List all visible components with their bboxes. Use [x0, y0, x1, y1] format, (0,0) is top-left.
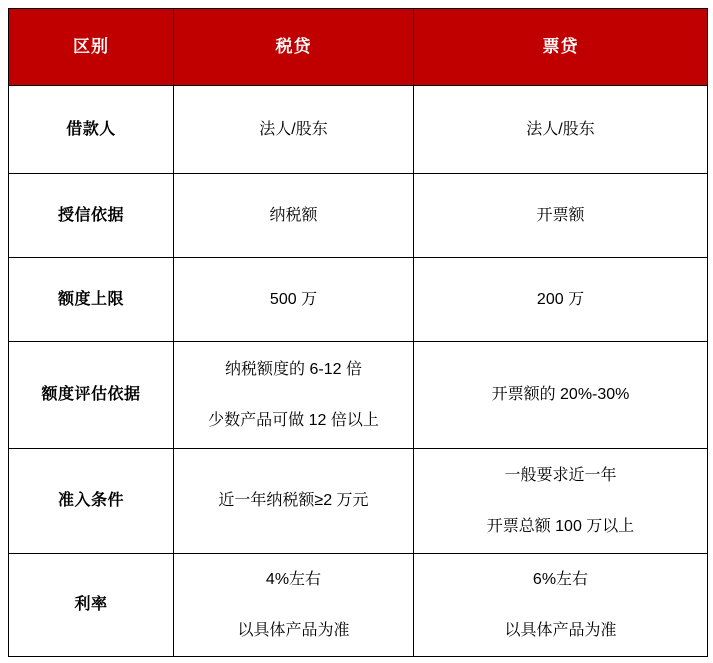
row-label-borrower — [9, 86, 174, 174]
cell-interest-rate-tax — [174, 554, 414, 657]
row-label-interest-rate — [9, 554, 174, 657]
table-row-borrower — [9, 86, 708, 174]
header-label-invoice-loan: 票贷 — [542, 37, 579, 56]
table-row-limit-cap — [9, 258, 708, 342]
cell-borrower-invoice — [414, 86, 708, 174]
cell-text: 开票额 — [536, 206, 585, 224]
cell-text-line-2: 开票总额 100 万以上 — [486, 517, 635, 535]
cell-text: 近一年纳税额≥2 万元 — [218, 492, 369, 509]
row-label-limit-cap — [9, 258, 174, 342]
table-row-entry-criteria — [9, 449, 708, 554]
row-label-text: 借款人 — [66, 120, 116, 138]
cell-text-line-2: 以具体产品为准 — [504, 621, 617, 639]
cell-text: 开票额的 20%-30% — [491, 386, 630, 403]
row-label-credit-basis — [9, 174, 174, 258]
cell-limit-assessment-tax — [174, 342, 414, 449]
row-label-limit-assessment — [9, 342, 174, 449]
header-cell-invoice-loan — [414, 9, 708, 86]
row-label-text: 利率 — [74, 596, 108, 613]
cell-text: 纳税额 — [269, 206, 318, 224]
row-label-text: 准入条件 — [57, 492, 124, 509]
table-row-limit-assessment — [9, 342, 708, 449]
cell-text-line-1: 纳税额度的 6-12 倍 — [225, 360, 362, 378]
cell-limit-assessment-invoice — [414, 342, 708, 449]
cell-entry-criteria-tax — [174, 449, 414, 554]
cell-interest-rate-invoice — [414, 554, 708, 657]
loan-comparison-table — [8, 8, 708, 657]
cell-text: 法人/股东 — [259, 120, 328, 138]
table-header-row — [9, 9, 708, 86]
cell-text-line-2: 以具体产品为准 — [237, 621, 350, 639]
cell-limit-cap-tax — [174, 258, 414, 342]
header-cell-tax-loan — [174, 9, 414, 86]
cell-limit-cap-invoice — [414, 258, 708, 342]
row-label-text: 授信依据 — [57, 206, 124, 224]
header-label-category: 区别 — [73, 37, 109, 56]
cell-text-line-2: 少数产品可做 12 倍以上 — [208, 411, 379, 429]
cell-text-line-1: 4%左右 — [265, 570, 322, 588]
cell-text: 法人/股东 — [526, 120, 595, 138]
cell-text: 200 万 — [536, 290, 585, 308]
row-label-text: 额度评估依据 — [41, 386, 141, 403]
cell-borrower-tax — [174, 86, 414, 174]
row-label-text: 额度上限 — [57, 290, 124, 308]
cell-text-line-1: 一般要求近一年 — [504, 466, 617, 484]
cell-credit-basis-tax — [174, 174, 414, 258]
table-row-credit-basis — [9, 174, 708, 258]
cell-text-line-1: 6%左右 — [532, 570, 589, 588]
table-row-interest-rate — [9, 554, 708, 657]
header-label-tax-loan: 税贷 — [275, 37, 312, 56]
row-label-entry-criteria — [9, 449, 174, 554]
header-cell-category — [9, 9, 174, 86]
cell-entry-criteria-invoice — [414, 449, 708, 554]
cell-text: 500 万 — [269, 290, 318, 308]
cell-credit-basis-invoice — [414, 174, 708, 258]
